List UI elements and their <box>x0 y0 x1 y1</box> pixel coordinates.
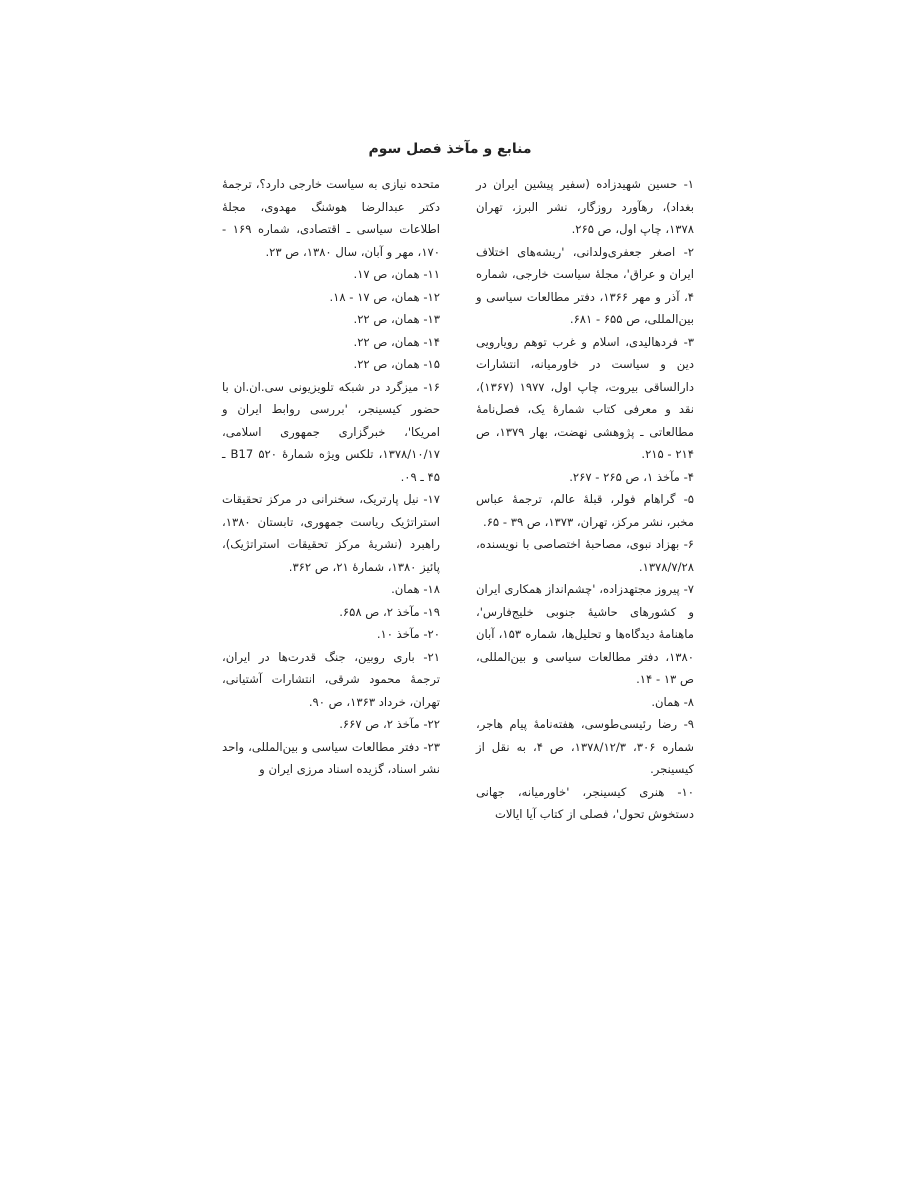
reference-entry <box>476 713 694 781</box>
reference-text: نیل پارتریک، سخنرانی در مرکز تحقیقات استراتژیک ریاست جمهوری، تابستان ۱۳۸۰، راهبرد (نشریهٔ مرکز تحقیقات استراتژیک)، پائیز ۱۳۸۰، شمارهٔ ۲۱، ص ۳۶۲. <box>222 492 440 574</box>
reference-text: مآخذ ۱، ص ۲۶۵ - ۲۶۷. <box>569 469 680 484</box>
reference-entry <box>222 376 440 489</box>
reference-text: مآخذ ۱۰. <box>376 627 420 641</box>
reference-number: ۵- <box>683 492 695 506</box>
reference-entry <box>476 466 694 489</box>
reference-text: میزگرد در شبکه تلویزیونی سی.ان.ان با حضور کیسینجر، 'بررسی روابط ایران و امریکا'، خبرگزاری جمهوری اسلامی، ۱۳۷۸/۱۰/۱۷، تلکس ویژه شمارهٔ B17 ۵۲۰ ـ ۴۵ ـ ۰۹. <box>222 379 440 484</box>
reference-number: ۲۱- <box>423 649 441 664</box>
reference-entry <box>476 488 694 533</box>
reference-number: ۱۹- <box>423 604 440 619</box>
references-column-right <box>476 173 694 826</box>
reference-text: هنری کیسینجر، 'خاورمیانه، جهانی دستخوش تحول'، فصلی از کتاب آیا ایالات <box>476 784 694 821</box>
reference-text: مآخذ ۲، ص ۶۶۷. <box>339 717 420 731</box>
reference-text: همان. <box>391 582 420 596</box>
reference-number: ۸- <box>683 694 694 709</box>
reference-entry <box>476 173 694 241</box>
reference-entry <box>476 781 694 826</box>
reference-text: همان، ص ۱۷ - ۱۸. <box>329 289 420 304</box>
reference-text: همان. <box>651 694 680 709</box>
reference-text: گراهام فولر، قبلهٔ عالم، ترجمهٔ عباس مخبر، نشر مرکز، تهران، ۱۳۷۳، ص ۳۹ - ۶۵. <box>476 492 694 529</box>
page-title: منابع و مآخذ فصل سوم <box>368 141 532 157</box>
reference-text: همان، ص ۱۷. <box>353 267 420 281</box>
reference-text: بهزاد نبوی، مصاحبهٔ اختصاصی با نویسنده، ۱۳۷۸/۷/۲۸. <box>476 537 694 574</box>
reference-text: رضا رئیسی‌طوسی، هفته‌نامهٔ پیام هاجر، شماره ۳۰۶، ۱۳۷۸/۱۲/۳، ص ۴، به نقل از کیسینجر. <box>476 717 694 776</box>
reference-number: ۲۲- <box>423 717 440 731</box>
reference-number: ۳- <box>683 334 695 349</box>
reference-entry <box>222 263 440 286</box>
reference-text: مآخذ ۲، ص ۶۵۸. <box>339 604 420 619</box>
reference-number: ۹- <box>683 717 695 731</box>
reference-text: متحده نیازی به سیاست خارجی دارد؟، ترجمهٔ دکتر عبدالرضا هوشنگ مهدوی، مجلهٔ اطلاعات سیاسی ـ اقتصادی، شماره ۱۶۹ - ۱۷۰، مهر و آبان، سال ۱۳۸۰، ص ۲۳. <box>222 177 440 259</box>
reference-number: ۱- <box>683 177 694 191</box>
reference-entry <box>222 601 440 624</box>
reference-text: فردهالیدی، اسلام و غرب توهم رویارویی دین و سیاست در خاورمیانه، انتشارات دارالساقی بیروت، چاپ اول، ۱۹۷۷ (۱۳۶۷)، نقد و معرفی کتاب شمارهٔ یک، فصل‌نامهٔ مطالعاتی ـ پژوهشی نهضت، بهار ۱۳۷۹، ص ۲۱۴ - ۲۱۵. <box>476 334 694 461</box>
reference-number: ۱۸- <box>423 582 440 596</box>
reference-entry <box>222 736 440 781</box>
reference-entry <box>222 623 440 646</box>
reference-text: همان، ص ۲۲. <box>353 312 420 326</box>
reference-text: پیروز مجتهدزاده، 'چشم‌انداز همکاری ایران و کشورهای حاشیهٔ جنوبی خلیج‌فارس'، ماهنامهٔ دیدگاه‌ها و تحلیل‌ها، شماره ۱۵۳، آبان ۱۳۸۰، دفتر مطالعات سیاسی و بین‌المللی، ص ۱۳ - ۱۴. <box>476 582 694 686</box>
reference-number: ۱۱- <box>423 267 440 281</box>
reference-number: ۲- <box>683 244 694 259</box>
reference-number: ۱۶- <box>423 379 440 394</box>
reference-number: ۱۰- <box>677 784 694 799</box>
reference-entry <box>222 578 440 601</box>
reference-entry <box>476 331 694 466</box>
reference-entry <box>222 488 440 578</box>
reference-number: ۲۰- <box>423 627 440 641</box>
reference-number: ۶- <box>683 537 695 551</box>
reference-text: اصغر جعفری‌ولدانی، 'ریشه‌های اختلاف ایران و عراق'، مجلهٔ سیاست خارجی، شماره ۴، آذر و مهر ۱۳۶۶، دفتر مطالعات سیاسی و بین‌المللی، ص ۶۵۵ - ۶۸۱. <box>476 244 694 326</box>
reference-entry <box>222 173 440 263</box>
reference-number: ۱۳- <box>423 312 440 326</box>
reference-entry <box>476 241 694 331</box>
reference-text: همان، ص ۲۲. <box>353 334 420 349</box>
reference-entry <box>222 713 440 736</box>
reference-entry <box>222 286 440 309</box>
reference-number: ۱۵- <box>423 357 440 371</box>
reference-entry <box>476 578 694 691</box>
reference-entry <box>222 353 440 376</box>
reference-number: ۱۷- <box>423 492 440 506</box>
reference-number: ۱۴- <box>423 334 440 349</box>
reference-entry <box>222 308 440 331</box>
references-column-left <box>222 173 440 781</box>
reference-text: دفتر مطالعات سیاسی و بین‌المللی، واحد نشر اسناد، گزیده اسناد مرزی ایران و <box>222 739 440 776</box>
reference-number: ۲۳- <box>423 739 440 754</box>
reference-entry <box>222 331 440 354</box>
reference-text: باری روبین، جنگ قدرت‌ها در ایران، ترجمهٔ محمود شرقی، انتشارات آشتیانی، تهران، خرداد ۱۳۶۳، ص ۹۰. <box>222 649 440 709</box>
reference-entry <box>476 533 694 578</box>
reference-text: همان، ص ۲۲. <box>353 357 420 371</box>
reference-number: ۱۲- <box>423 289 440 304</box>
reference-text: حسین شهیدزاده (سفیر پیشین ایران در بغداد)، رهآورد روزگار، نشر البرز، تهران ۱۳۷۸، چاپ اول، ص ۲۶۵. <box>476 177 694 236</box>
reference-entry <box>476 691 694 714</box>
reference-entry <box>222 646 440 714</box>
reference-number: ۷- <box>683 582 694 596</box>
reference-number: ۴- <box>683 469 694 484</box>
